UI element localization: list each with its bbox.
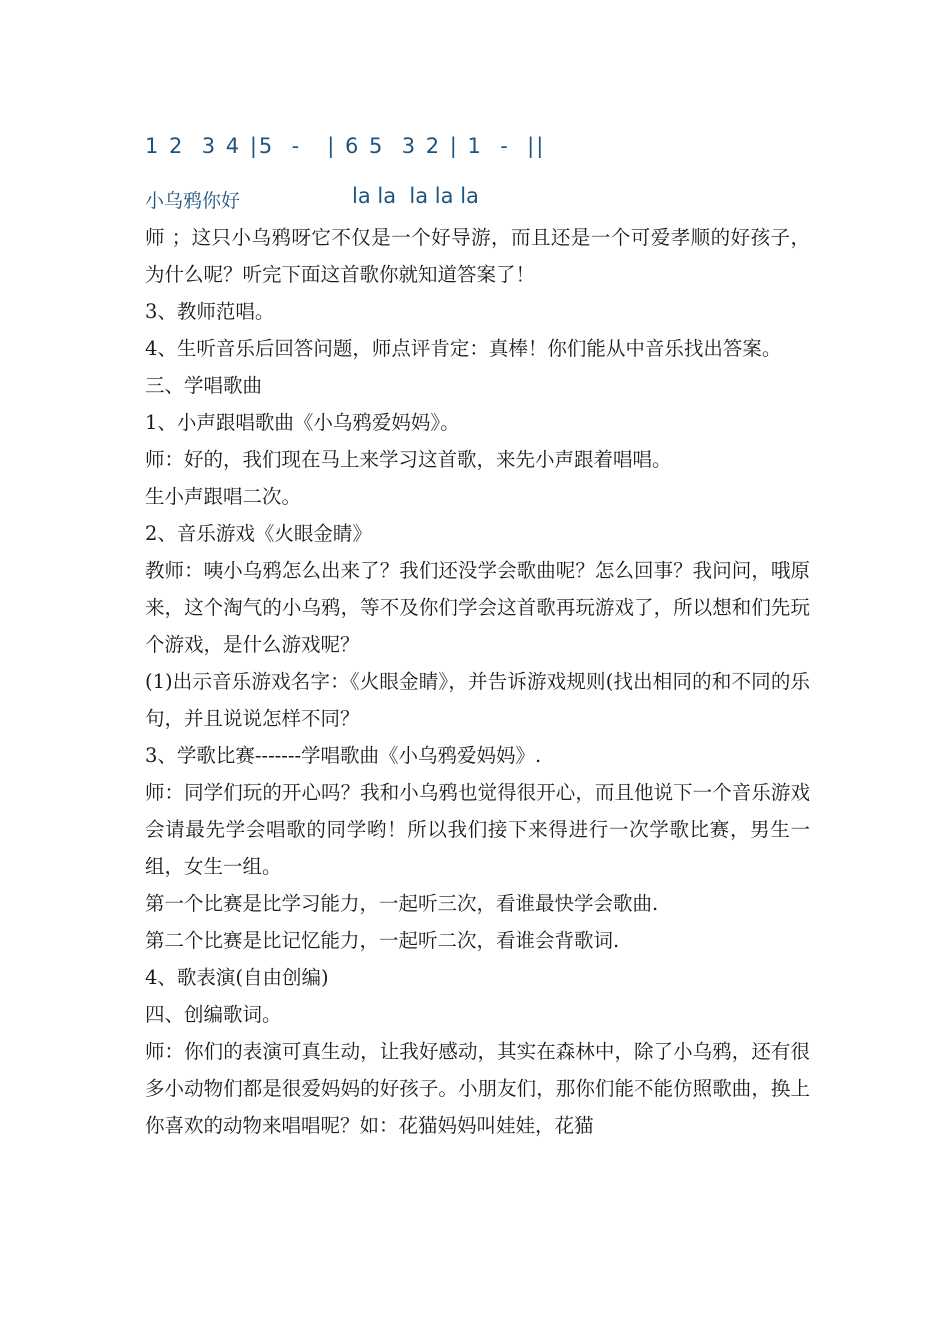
paragraph: 4、歌表演(自由创编) — [145, 966, 329, 989]
paragraph: 师：你们的表演可真生动，让我好感动，其实在森林中，除了小乌鸦，还有很多小动物们都是很爱妈妈的好孩子。小朋友们，那你们能不能仿照歌曲，换上你喜欢的动物来唱唱呢？如：花猫妈妈叫娃娃，花猫 — [145, 1040, 810, 1137]
lyric-chinese: 小乌鸦你好 — [145, 190, 241, 212]
lyric-la: la la la la la — [352, 184, 479, 208]
paragraph: 4、生听音乐后回答问题，师点评肯定：真棒！你们能从中音乐找出答案。 — [145, 337, 782, 360]
lyric-row — [145, 184, 805, 216]
section-heading: 四、创编歌词。 — [145, 1003, 282, 1026]
paragraph: 2、音乐游戏《火眼金睛》 — [145, 522, 372, 545]
paragraph: 教师：咦小乌鸦怎么出来了？我们还没学会歌曲呢？怎么回事？我问问，哦原来，这个淘气的小乌鸦，等不及你们学会这首歌再玩游戏了，所以想和们先玩个游戏，是什么游戏呢？ — [145, 559, 810, 656]
paragraph: 1、小声跟唱歌曲《小乌鸦爱妈妈》。 — [145, 411, 460, 434]
paragraph: 第二个比赛是比记忆能力，一起听二次，看谁会背歌词. — [145, 929, 620, 952]
paragraph: 3、教师范唱。 — [145, 300, 275, 323]
paragraph: 生小声跟唱二次。 — [145, 485, 302, 508]
section-heading: 三、学唱歌曲 — [145, 374, 263, 397]
paragraph: (1)出示音乐游戏名字：《火眼金睛》，并告诉游戏规则(找出相同的和不同的乐句，并且说说怎样不同？ — [145, 670, 810, 730]
body-text — [145, 219, 810, 1144]
paragraph: 师：同学们玩的开心吗？我和小乌鸦也觉得很开心，而且他说下一个音乐游戏会请最先学会唱歌的同学哟！所以我们接下来得进行一次学歌比赛，男生一组，女生一组。 — [145, 781, 810, 878]
music-notation: 1 2 3 4 |5 - | 6 5 3 2 | 1 - || — [145, 134, 546, 158]
paragraph: 3、学歌比赛-------学唱歌曲《小乌鸦爱妈妈》. — [145, 744, 542, 767]
paragraph: 第一个比赛是比学习能力，一起听三次，看谁最快学会歌曲. — [145, 892, 659, 915]
paragraph: 师：好的，我们现在马上来学习这首歌，来先小声跟着唱唱。 — [145, 448, 672, 471]
paragraph: 师 ；这只小乌鸦呀它不仅是一个好导游，而且还是一个可爱孝顺的好孩子，为什么呢？听完下面这首歌你就知道答案了！ — [145, 226, 810, 286]
